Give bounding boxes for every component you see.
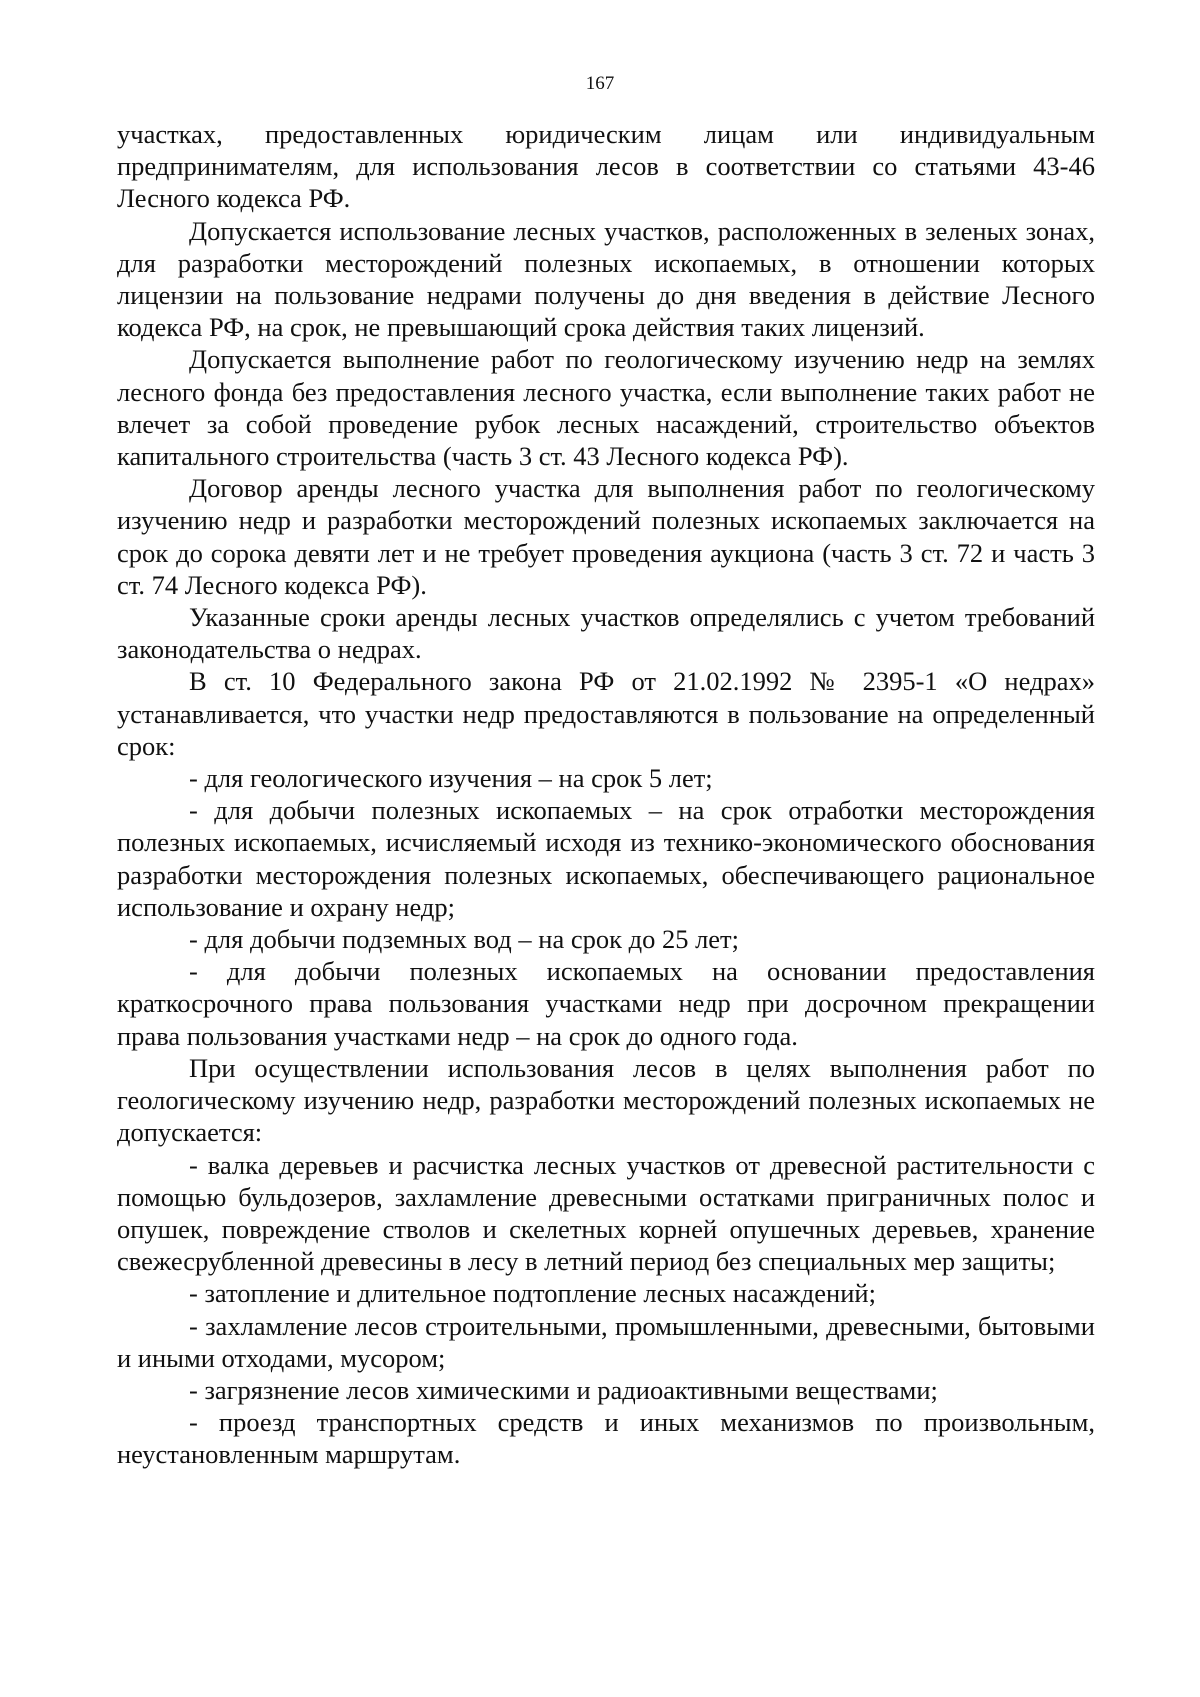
paragraph: В ст. 10 Федерального закона РФ от 21.02.1992 № 2395-1 «О недрах» устанавливается, что участки недр предоставляются в пользование на определенный срок: bbox=[117, 666, 1095, 761]
list-item: - для добычи полезных ископаемых на основании предоставления краткосрочного права пользования участками недр при досрочном прекращении права пользования участками недр – на срок до одного года. bbox=[117, 956, 1095, 1051]
body-text bbox=[117, 118, 1095, 1471]
paragraph: участках, предоставленных юридическим лицам или индивидуальным предпринимателям, для использования лесов в соответствии со статьями 43-46 Лесного кодекса РФ. bbox=[117, 119, 1095, 214]
list-item: - для геологического изучения – на срок 5 лет; bbox=[189, 763, 713, 794]
paragraph: Указанные сроки аренды лесных участков определялись с учетом требований законодательства о недрах. bbox=[117, 602, 1095, 665]
list-item: - затопление и длительное подтопление лесных насаждений; bbox=[189, 1278, 876, 1309]
paragraph: При осуществлении использования лесов в целях выполнения работ по геологическому изучению недр, разработки месторождений полезных ископаемых не допускается: bbox=[117, 1052, 1095, 1148]
list-item: - захламление лесов строительными, промышленными, древесными, бытовыми и иными отходами, мусором; bbox=[117, 1310, 1095, 1373]
paragraph: Допускается использование лесных участков, расположенных в зеленых зонах, для разработки месторождений полезных ископаемых, в отношении которых лицензии на пользование недрами получены до дня введения в действие Лесного кодекса РФ, на срок, не превышающий срока действия таких лицензий. bbox=[117, 215, 1095, 343]
page-number: 167 bbox=[585, 73, 615, 94]
paragraph: Допускается выполнение работ по геологическому изучению недр на землях лесного фонда без предоставления лесного участка, если выполнение таких работ не влечет за собой проведение рубок лесных насаждений, строительство объектов капитального строительства (часть 3 ст. 43 Лесного кодекса РФ). bbox=[117, 344, 1095, 472]
list-item: - проезд транспортных средств и иных механизмов по произвольным, неустановленным маршрутам. bbox=[117, 1407, 1095, 1470]
list-item: - для добычи подземных вод – на срок до 25 лет; bbox=[189, 924, 740, 955]
paragraph: Договор аренды лесного участка для выполнения работ по геологическому изучению недр и разработки месторождений полезных ископаемых заключается на срок до сорока девяти лет и не требует проведения аукциона (часть 3 ст. 72 и часть 3 ст. 74 Лесного кодекса РФ). bbox=[117, 473, 1095, 600]
list-item: - для добычи полезных ископаемых – на срок отработки месторождения полезных ископаемых, исчисляемый исходя из технико-экономического обоснования разработки месторождения полезных ископаемых, обеспечивающего рациональное использование и охрану недр; bbox=[117, 795, 1095, 922]
list-item: - загрязнение лесов химическими и радиоактивными веществами; bbox=[189, 1374, 938, 1405]
list-item: - валка деревьев и расчистка лесных участков от древесной растительности с помощью бульдозеров, захламление древесными остатками приграничных полос и опушек, повреждение стволов и скелетных корней опушечных деревьев, хранение свежесрубленной древесины в лесу в летний период без специальных мер защиты; bbox=[117, 1149, 1095, 1277]
